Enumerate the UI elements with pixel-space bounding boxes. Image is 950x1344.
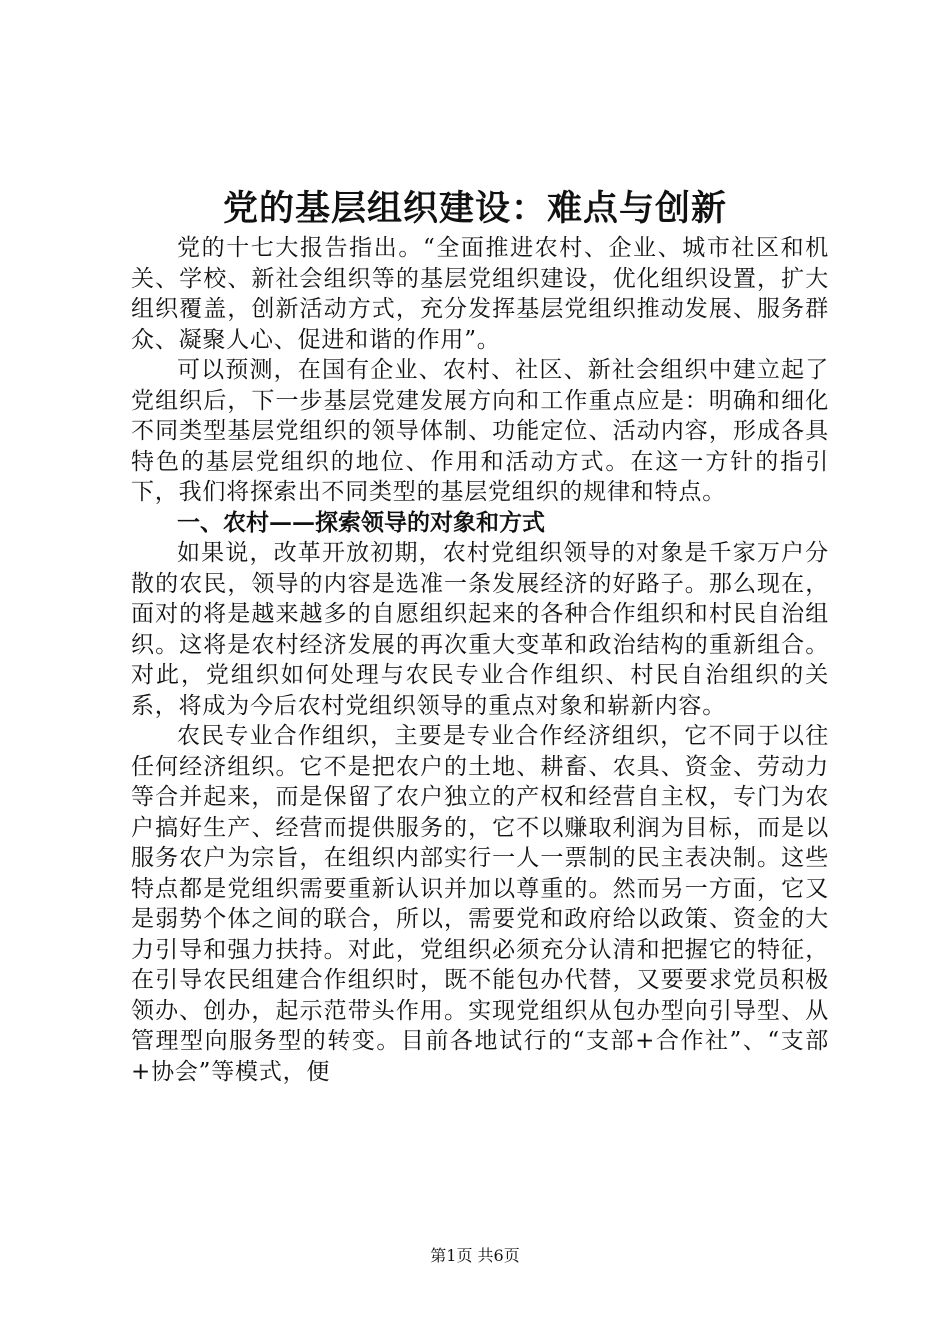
paragraph: 党的十七大报告指出。“全面推进农村、企业、城市社区和机关、学校、新社会组织等的基层党组织建设，优化组织设置，扩大组织覆盖，创新活动方式，充分发挥基层党组织推动发展、服务群众、凝聚人心、促进和谐的作用”。 — [131, 235, 829, 353]
paragraph: 可以预测，在国有企业、农村、社区、新社会组织中建立起了党组织后，下一步基层党建发展方向和工作重点应是：明确和细化不同类型基层党组织的领导体制、功能定位、活动内容，形成各具特色的基层党组织的地位、作用和活动方式。在这一方针的指引下，我们将探索出不同类型的基层党组织的规律和特点。 — [131, 357, 829, 505]
document-title: 党的基层组织建设：难点与创新 — [222, 188, 727, 229]
paragraph: 如果说，改革开放初期，农村党组织领导的对象是千家万户分散的农民，领导的内容是选准一条发展经济的好路子。那么现在，面对的将是越来越多的自愿组织起来的各种合作组织和村民自治组织。这将是农村经济发展的再次重大变革和政治结构的重新组合。对此，党组织如何处理与农民专业合作组织、村民自治组织的关系，将成为今后农村党组织领导的重点对象和崭新内容。 — [131, 540, 829, 719]
document-body — [131, 233, 829, 1087]
section-heading: 一、农村——探索领导的对象和方式 — [177, 508, 545, 536]
paragraph: 农民专业合作组织，主要是专业合作经济组织，它不同于以往任何经济组织。它不是把农户的土地、耕畜、农具、资金、劳动力等合并起来，而是保留了农户独立的产权和经营自主权，专门为农户搞好生产、经营而提供服务的，它不以赚取利润为目标，而是以服务农户为宗旨，在组织内部实行一人一票制的民主表决制。这些特点都是党组织需要重新认识并加以尊重的。然而另一方面，它又是弱势个体之间的联合，所以，需要党和政府给以政策、资金的大力引导和强力扶持。对此，党组织必须充分认清和把握它的特征，在引导农民组建合作组织时，既不能包办代替，又要要求党员积极领办、创办，起示范带头作用。实现党组织从包办型向引导型、从管理型向服务型的转变。目前各地试行的“支部+合作社”、“支部+协会”等模式，便 — [131, 723, 829, 1085]
page-footer: 第1页 共6页 — [430, 1246, 520, 1265]
